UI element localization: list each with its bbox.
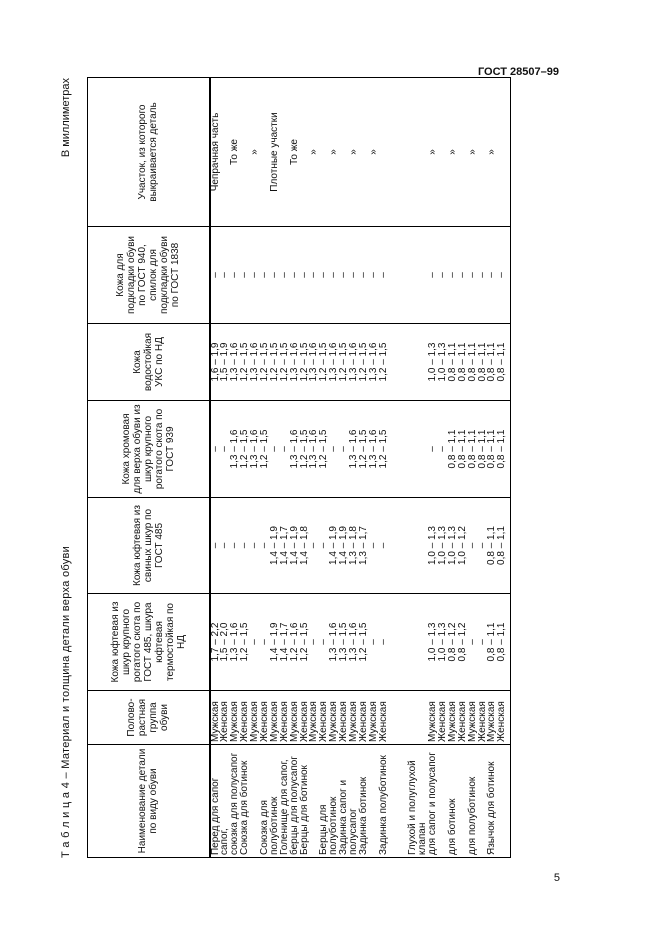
cell-line: –: [318, 639, 330, 645]
cell-line: 1,3 – 1,6: [249, 429, 261, 469]
cell-line: [408, 403, 418, 495]
cell-line: –: [466, 542, 478, 549]
cell-line: [398, 500, 408, 591]
cell-line: [389, 693, 399, 742]
cell-line: –: [377, 272, 389, 278]
cell-line: –: [427, 446, 439, 452]
cell-line: –: [357, 272, 369, 278]
cell-line: 1,0 – 1,2: [456, 526, 468, 565]
cell-line: 1,2 – 1,5: [357, 622, 369, 662]
cell-line: 0,8 – 1,1: [466, 342, 478, 382]
cell-line: 1,2 – 1,5: [298, 342, 310, 382]
col-hrom: [210, 401, 511, 498]
col-group: [210, 691, 511, 745]
cell-line: 0,8 – 1,1: [486, 342, 498, 382]
cell-line: Мужская: [288, 701, 300, 742]
cell-line: 1,2 – 1,5: [357, 429, 369, 469]
cell-line: 1,3 – 1,6: [249, 342, 261, 382]
units-note: В миллиметрах: [60, 78, 72, 158]
cell-line: Мужская: [209, 701, 221, 742]
cell-line: 1,3 – 1,6: [229, 429, 241, 469]
cell-line: [389, 80, 399, 224]
cell-line: полуботинок: [328, 796, 340, 855]
cell-line: 0,8 – 1,1: [456, 429, 468, 469]
cell-line: 1,2 – 1,5: [338, 342, 350, 382]
col-details: [210, 745, 511, 858]
cell-line: »: [308, 149, 320, 155]
cell-line: Мужская: [427, 701, 439, 742]
cell-line: [389, 596, 399, 688]
cell-line: [389, 326, 399, 398]
cell-line: –: [427, 272, 439, 278]
col-header-group: Полово-растная группа обуви: [88, 691, 210, 745]
cell-line: 0,8 – 1,1: [486, 526, 498, 565]
cell-line: То же: [229, 139, 241, 165]
col-area: [210, 78, 511, 227]
cell-line: 1,0 – 1,3: [427, 622, 439, 662]
cell-line: »: [486, 149, 498, 155]
col-header-lining: Кожа для подкладки обуви по ГОСТ 940, спилок для подкладки обуви по ГОСТ 1838: [88, 227, 210, 324]
cell-line: »: [427, 149, 439, 155]
col-yuft-svin: [210, 498, 511, 594]
cell-line: 0,8 – 1,2: [446, 622, 458, 662]
cell-line: [408, 500, 418, 591]
cell-line: для сапог и полусапог: [427, 752, 439, 855]
cell-line: [389, 229, 399, 321]
cell-line: 1,3 – 1,5: [338, 622, 350, 662]
cell-line: –: [258, 542, 270, 549]
cell-line: Задинка ботинок: [357, 776, 369, 855]
cell-line: [497, 747, 507, 855]
cell-line: 1,2 – 1,5: [239, 342, 251, 382]
cell-line: –: [219, 446, 231, 452]
cell-line: [408, 80, 418, 224]
cell-line: 0,8 – 1,2: [456, 622, 468, 662]
cell-line: Плотные участки: [268, 112, 280, 192]
cell-line: Чепрачная часть: [209, 112, 221, 192]
cell-line: Мужская: [347, 701, 359, 742]
cell-line: Женская: [239, 701, 251, 742]
cell-line: 1,4 – 1,7: [278, 622, 290, 662]
cell-line: –: [219, 272, 231, 278]
cell-line: –: [308, 272, 320, 278]
cell-line: –: [249, 639, 261, 645]
cell-line: 1,5 – 2,0: [219, 622, 231, 662]
cell-line: 1,2 – 1,5: [318, 342, 330, 382]
cell-line: –: [328, 272, 340, 278]
cell-line: »: [249, 149, 261, 155]
cell-line: 1,4 – 1,9: [268, 526, 280, 565]
cell-line: 1,4 – 1,9: [268, 622, 280, 662]
col-header-yuft-svin: Кожа юфтевая из свиных шкур по ГОСТ 485: [88, 498, 210, 594]
cell-line: 0,8 – 1,1: [466, 429, 478, 469]
cell-line: –: [258, 272, 270, 278]
cell-line: [497, 80, 507, 224]
col-lining: [210, 227, 511, 324]
cell-line: 1,0 – 1,3: [436, 526, 448, 565]
cell-line: –: [367, 639, 379, 645]
cell-line: –: [239, 542, 251, 549]
cell-line: 1,2 – 1,5: [298, 429, 310, 469]
cell-line: –: [318, 542, 330, 549]
cell-line: »: [347, 149, 359, 155]
cell-line: берцы для полусапог: [288, 756, 300, 855]
cell-line: Мужская: [367, 701, 379, 742]
page-number: 5: [553, 872, 560, 884]
cell-line: Голенище для сапог,: [278, 759, 290, 855]
cell-line: Мужская: [446, 701, 458, 742]
cell-line: Союзка для ботинок: [239, 760, 251, 855]
cell-line: 1,0 – 1,3: [427, 342, 439, 382]
cell-line: 1,2 – 1,5: [298, 622, 310, 662]
cell-line: [398, 693, 408, 742]
cell-line: –: [456, 272, 468, 278]
cell-line: союзка для полусапог: [229, 752, 241, 855]
cell-line: Берцы для ботинок: [298, 765, 310, 855]
cell-line: Женская: [377, 701, 389, 742]
cell-line: –: [466, 272, 478, 278]
cell-line: –: [476, 272, 488, 278]
cell-line: Женская: [338, 701, 350, 742]
cell-line: 0,8 – 1,1: [456, 342, 468, 382]
cell-line: –: [249, 542, 261, 549]
cell-line: 1,4 – 1,9: [338, 526, 350, 565]
cell-line: 1,3 – 1,6: [367, 342, 379, 382]
cell-line: 1,3 – 1,6: [229, 342, 241, 382]
cell-line: [398, 229, 408, 321]
cell-line: –: [209, 542, 221, 549]
cell-line: [408, 596, 418, 688]
cell-line: [408, 229, 418, 321]
cell-line: 1,2 – 1,5: [278, 342, 290, 382]
cell-line: –: [249, 272, 261, 278]
cell-line: Союзка для: [258, 800, 270, 855]
cell-line: 1,4 – 1,7: [278, 526, 290, 565]
cell-line: 1,3 – 1,6: [347, 622, 359, 662]
cell-line: –: [268, 446, 280, 452]
cell-line: 1,3 – 1,8: [347, 526, 359, 565]
cell-line: 1,2 – 1,5: [377, 429, 389, 469]
cell-line: –: [466, 639, 478, 645]
cell-line: 1,2 – 1,5: [258, 429, 270, 469]
cell-line: [398, 403, 408, 495]
cell-line: –: [318, 272, 330, 278]
cell-line: –: [436, 272, 448, 278]
cell-line: Женская: [298, 701, 310, 742]
cell-line: 1,3 – 1,6: [367, 429, 379, 469]
cell-line: 1,0 – 1,3: [436, 622, 448, 662]
cell-line: Берцы для: [318, 804, 330, 855]
cell-line: –: [209, 446, 221, 452]
cell-line: –: [298, 272, 310, 278]
cell-line: 1,4 – 1,9: [288, 526, 300, 565]
col-header-detail: Наименование детали по виду обуви: [88, 745, 210, 858]
cell-line: 1,2 – 1,5: [318, 429, 330, 469]
cell-line: 0,8 – 1,1: [446, 342, 458, 382]
cell-line: 1,2 – 1,5: [377, 342, 389, 382]
cell-line: Язычок для ботинок: [486, 761, 498, 855]
cell-line: [408, 326, 418, 398]
cell-line: –: [288, 272, 300, 278]
cell-line: Задинка полуботинок: [377, 755, 389, 855]
cell-line: 1,5 – 1,9: [219, 342, 231, 382]
cell-line: –: [338, 272, 350, 278]
cell-line: [389, 500, 399, 591]
cell-line: Мужская: [249, 701, 261, 742]
cell-line: 0,8 – 1,1: [496, 526, 508, 565]
cell-line: –: [436, 446, 448, 452]
cell-line: 1,0 – 1,3: [436, 342, 448, 382]
cell-line: –: [229, 272, 241, 278]
rotated-table-block: [60, 78, 620, 858]
cell-line: –: [278, 446, 290, 452]
cell-line: Женская: [278, 701, 290, 742]
cell-line: –: [476, 639, 488, 645]
cell-line: 0,8 – 1,1: [486, 622, 498, 662]
cell-line: –: [496, 272, 508, 278]
cell-line: 1,2 – 1,6: [288, 622, 300, 662]
cell-line: Мужская: [229, 701, 241, 742]
cell-line: »: [367, 149, 379, 155]
cell-line: 1,2 – 1,5: [239, 622, 251, 662]
cell-line: »: [466, 149, 478, 155]
cell-line: –: [278, 272, 290, 278]
cell-line: То же: [288, 139, 300, 165]
cell-line: полуботинок: [268, 796, 280, 855]
cell-line: 1,3 – 1,6: [229, 622, 241, 662]
cell-line: 1,4 – 1,9: [328, 526, 340, 565]
cell-line: Женская: [219, 701, 231, 742]
col-header-uks: Кожа водостойкая УКС по НД: [88, 324, 210, 401]
cell-line: 1,3 – 1,6: [288, 429, 300, 469]
cell-line: 1,2 – 1,5: [239, 429, 251, 469]
cell-line: –: [367, 272, 379, 278]
cell-line: Мужская: [486, 701, 498, 742]
col-uks: [210, 324, 511, 401]
cell-line: [398, 596, 408, 688]
cell-line: –: [268, 272, 280, 278]
cell-line: Женская: [357, 701, 369, 742]
cell-line: 1,3 – 1,6: [347, 342, 359, 382]
cell-line: 0,8 – 1,1: [496, 622, 508, 662]
cell-line: 0,8 – 1,1: [496, 429, 508, 469]
cell-line: Женская: [436, 701, 448, 742]
cell-line: Задинка сапог и: [338, 779, 350, 855]
cell-line: Женская: [456, 701, 468, 742]
cell-line: Мужская: [308, 701, 320, 742]
cell-line: полусапог: [347, 808, 359, 855]
cell-line: –: [219, 542, 231, 549]
table-caption: Т а б л и ц а 4 – Материал и толщина детали верха обуви: [60, 545, 72, 858]
cell-line: 1,0 – 1,3: [427, 526, 439, 565]
cell-line: 1,2 – 1,5: [258, 342, 270, 382]
cell-line: Мужская: [328, 701, 340, 742]
cell-line: »: [446, 149, 458, 155]
cell-line: –: [347, 272, 359, 278]
cell-line: Мужская: [466, 701, 478, 742]
cell-line: 1,3 – 1,6: [328, 342, 340, 382]
cell-line: –: [486, 272, 498, 278]
cell-line: [379, 80, 389, 224]
cell-line: Женская: [496, 701, 508, 742]
col-header-area: Участок, из которого выкраивается деталь: [88, 78, 210, 227]
cell-line: –: [338, 446, 350, 452]
cell-line: 1,3 – 1,6: [347, 429, 359, 469]
cell-line: [389, 747, 399, 855]
cell-line: 0,8 – 1,1: [486, 429, 498, 469]
cell-line: для полуботинок: [466, 776, 478, 855]
cell-line: 0,8 – 1,1: [496, 342, 508, 382]
cell-line: 1,3 – 1,6: [288, 342, 300, 382]
cell-line: –: [308, 639, 320, 645]
cell-line: 1,3 – 1,7: [357, 526, 369, 565]
cell-line: –: [476, 542, 488, 549]
col-header-hrom: Кожа хромовая для верха обуви из шкур крупного рогатого скота по ГОСТ 939: [88, 401, 210, 498]
cell-line: –: [308, 542, 320, 549]
cell-line: –: [446, 272, 458, 278]
cell-line: Мужская: [268, 701, 280, 742]
cell-line: 0,8 – 1,1: [476, 429, 488, 469]
cell-line: 1,0 – 1,3: [446, 526, 458, 565]
cell-line: 1,3 – 1,6: [308, 429, 320, 469]
cell-line: 1,2 – 1,5: [357, 342, 369, 382]
cell-line: –: [209, 272, 221, 278]
cell-line: Глухой и полуглухой: [407, 760, 419, 855]
cell-line: –: [377, 639, 389, 645]
cell-line: »: [328, 149, 340, 155]
cell-line: 1,6 – 1,9: [209, 342, 221, 382]
cell-line: сапог,: [219, 828, 231, 855]
cell-line: –: [377, 542, 389, 549]
cell-line: 1,3 – 1,6: [308, 342, 320, 382]
cell-line: Женская: [258, 701, 270, 742]
cell-line: 1,3 – 1,6: [328, 622, 340, 662]
cell-line: –: [328, 446, 340, 452]
cell-line: [389, 403, 399, 495]
cell-line: клапан: [417, 822, 429, 855]
cell-line: 1,2 – 1,5: [268, 342, 280, 382]
cell-line: Перед для сапог: [209, 777, 221, 855]
material-table: [87, 78, 511, 858]
cell-line: 1,4 – 1,8: [298, 526, 310, 565]
cell-line: –: [239, 272, 251, 278]
cell-line: [398, 80, 408, 224]
cell-line: –: [367, 542, 379, 549]
col-header-yuft-krs: Кожа юфтевая из шкур крупного рогатого скота по ГОСТ 485, шкура юфтевая термостойкая по НД: [88, 594, 210, 691]
cell-line: 1,7 – 2,2: [209, 622, 221, 662]
document-id: ГОСТ 28507–99: [477, 66, 559, 78]
col-yuft-krs: [210, 594, 511, 691]
cell-line: [408, 693, 418, 742]
cell-line: для ботинок: [446, 798, 458, 855]
cell-line: –: [229, 542, 241, 549]
cell-line: Женская: [476, 701, 488, 742]
cell-line: Женская: [318, 701, 330, 742]
cell-line: 0,8 – 1,1: [476, 342, 488, 382]
cell-line: 0,8 – 1,1: [446, 429, 458, 469]
cell-line: [398, 326, 408, 398]
cell-line: –: [258, 639, 270, 645]
